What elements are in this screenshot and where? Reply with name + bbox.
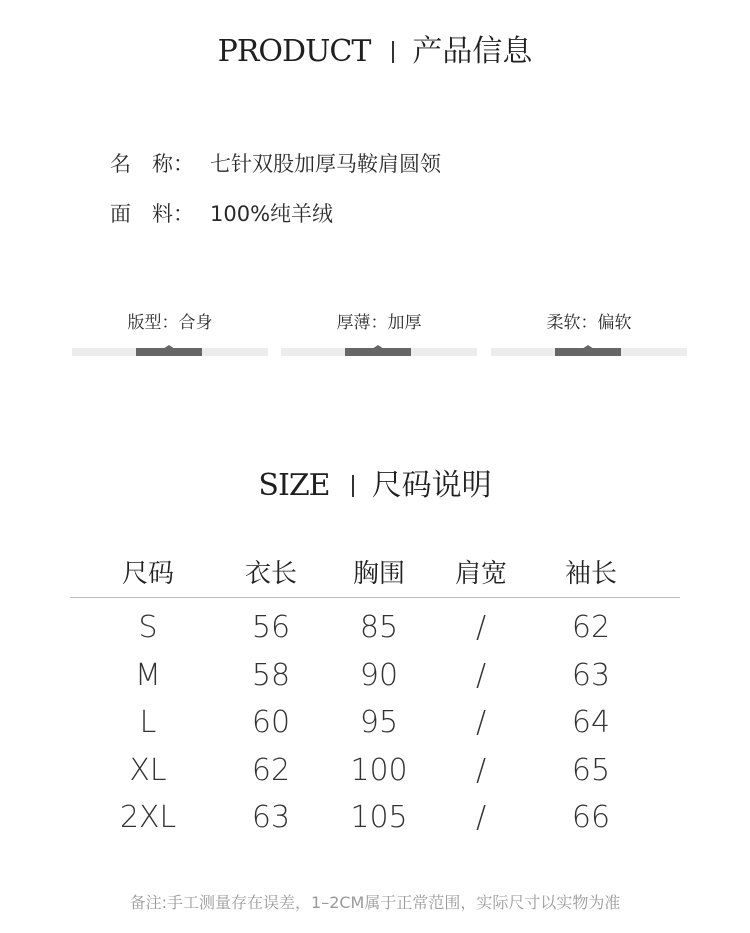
scale-pointer-icon	[582, 345, 594, 349]
cell-shoulder: /	[475, 800, 487, 836]
cell-shoulder: /	[475, 705, 487, 741]
header-size: 尺码	[121, 558, 174, 589]
cell-size: S	[138, 610, 158, 646]
cell-chest: 100	[350, 752, 408, 788]
header-length: 衣长	[244, 558, 297, 589]
product-heading	[0, 26, 750, 70]
cell-sleeve: 63	[571, 657, 611, 693]
table-row	[70, 604, 680, 652]
scale-pointer-icon	[163, 345, 175, 349]
name-value: 七针双股加厚马鞍肩圆领	[210, 152, 441, 176]
attribute-softness	[491, 310, 687, 356]
attribute-value: 偏软	[597, 313, 632, 333]
fabric-value: 100%纯羊绒	[210, 202, 334, 226]
size-heading-cn: 尺码说明	[371, 468, 492, 503]
product-heading-cn: 产品信息	[412, 34, 533, 69]
header-shoulder: 肩宽	[454, 558, 507, 589]
size-heading-en: SIZE	[258, 468, 330, 503]
table-row	[70, 747, 680, 795]
attribute-label: 版型：	[127, 313, 179, 333]
size-heading	[0, 460, 750, 504]
fabric-label: 面 料：	[110, 202, 194, 226]
table-row	[70, 794, 680, 842]
attribute-value: 加厚	[387, 313, 422, 333]
table-row	[70, 652, 680, 700]
attribute-label: 柔软：	[546, 313, 598, 333]
cell-sleeve: 62	[571, 610, 611, 646]
cell-size: M	[135, 657, 161, 693]
cell-shoulder: /	[475, 610, 487, 646]
cell-length: 58	[251, 657, 291, 693]
cell-chest: 90	[359, 657, 399, 693]
attribute-scale-track	[72, 348, 268, 356]
size-table-header	[70, 545, 680, 598]
header-sleeve: 袖长	[564, 558, 617, 589]
table-row	[70, 699, 680, 747]
name-label: 名 称：	[110, 152, 194, 176]
attribute-scale-fill	[555, 348, 621, 356]
scale-pointer-icon	[372, 345, 384, 349]
heading-separator	[352, 475, 354, 497]
heading-separator	[392, 41, 394, 63]
attribute-scale-track	[491, 348, 687, 356]
attribute-scale-fill	[345, 348, 411, 356]
size-table	[70, 545, 680, 842]
cell-sleeve: 65	[571, 752, 611, 788]
cell-sleeve: 64	[571, 705, 611, 741]
cell-size: L	[139, 705, 157, 741]
attribute-scale-track	[281, 348, 477, 356]
attribute-value: 合身	[178, 313, 213, 333]
cell-length: 56	[251, 610, 291, 646]
info-row-fabric	[110, 198, 333, 228]
attribute-label: 厚薄：	[336, 313, 388, 333]
cell-chest: 105	[350, 800, 408, 836]
cell-length: 60	[251, 705, 291, 741]
cell-length: 62	[251, 752, 291, 788]
cell-shoulder: /	[475, 752, 487, 788]
attribute-scale-fill	[136, 348, 202, 356]
cell-size: XL	[129, 752, 167, 788]
product-heading-en: PRODUCT	[217, 34, 371, 69]
size-table-body	[70, 598, 680, 842]
header-chest: 胸围	[352, 558, 405, 589]
cell-chest: 95	[359, 705, 399, 741]
cell-shoulder: /	[475, 657, 487, 693]
measurement-note: 备注:手工测量存在误差，1–2CM属于正常范围，实际尺寸以实物为准	[129, 893, 621, 912]
cell-size: 2XL	[119, 800, 177, 836]
attribute-thickness	[281, 310, 477, 356]
cell-chest: 85	[359, 610, 399, 646]
cell-sleeve: 66	[571, 800, 611, 836]
cell-length: 63	[251, 800, 291, 836]
attribute-fit	[72, 310, 268, 356]
info-row-name	[110, 148, 441, 178]
